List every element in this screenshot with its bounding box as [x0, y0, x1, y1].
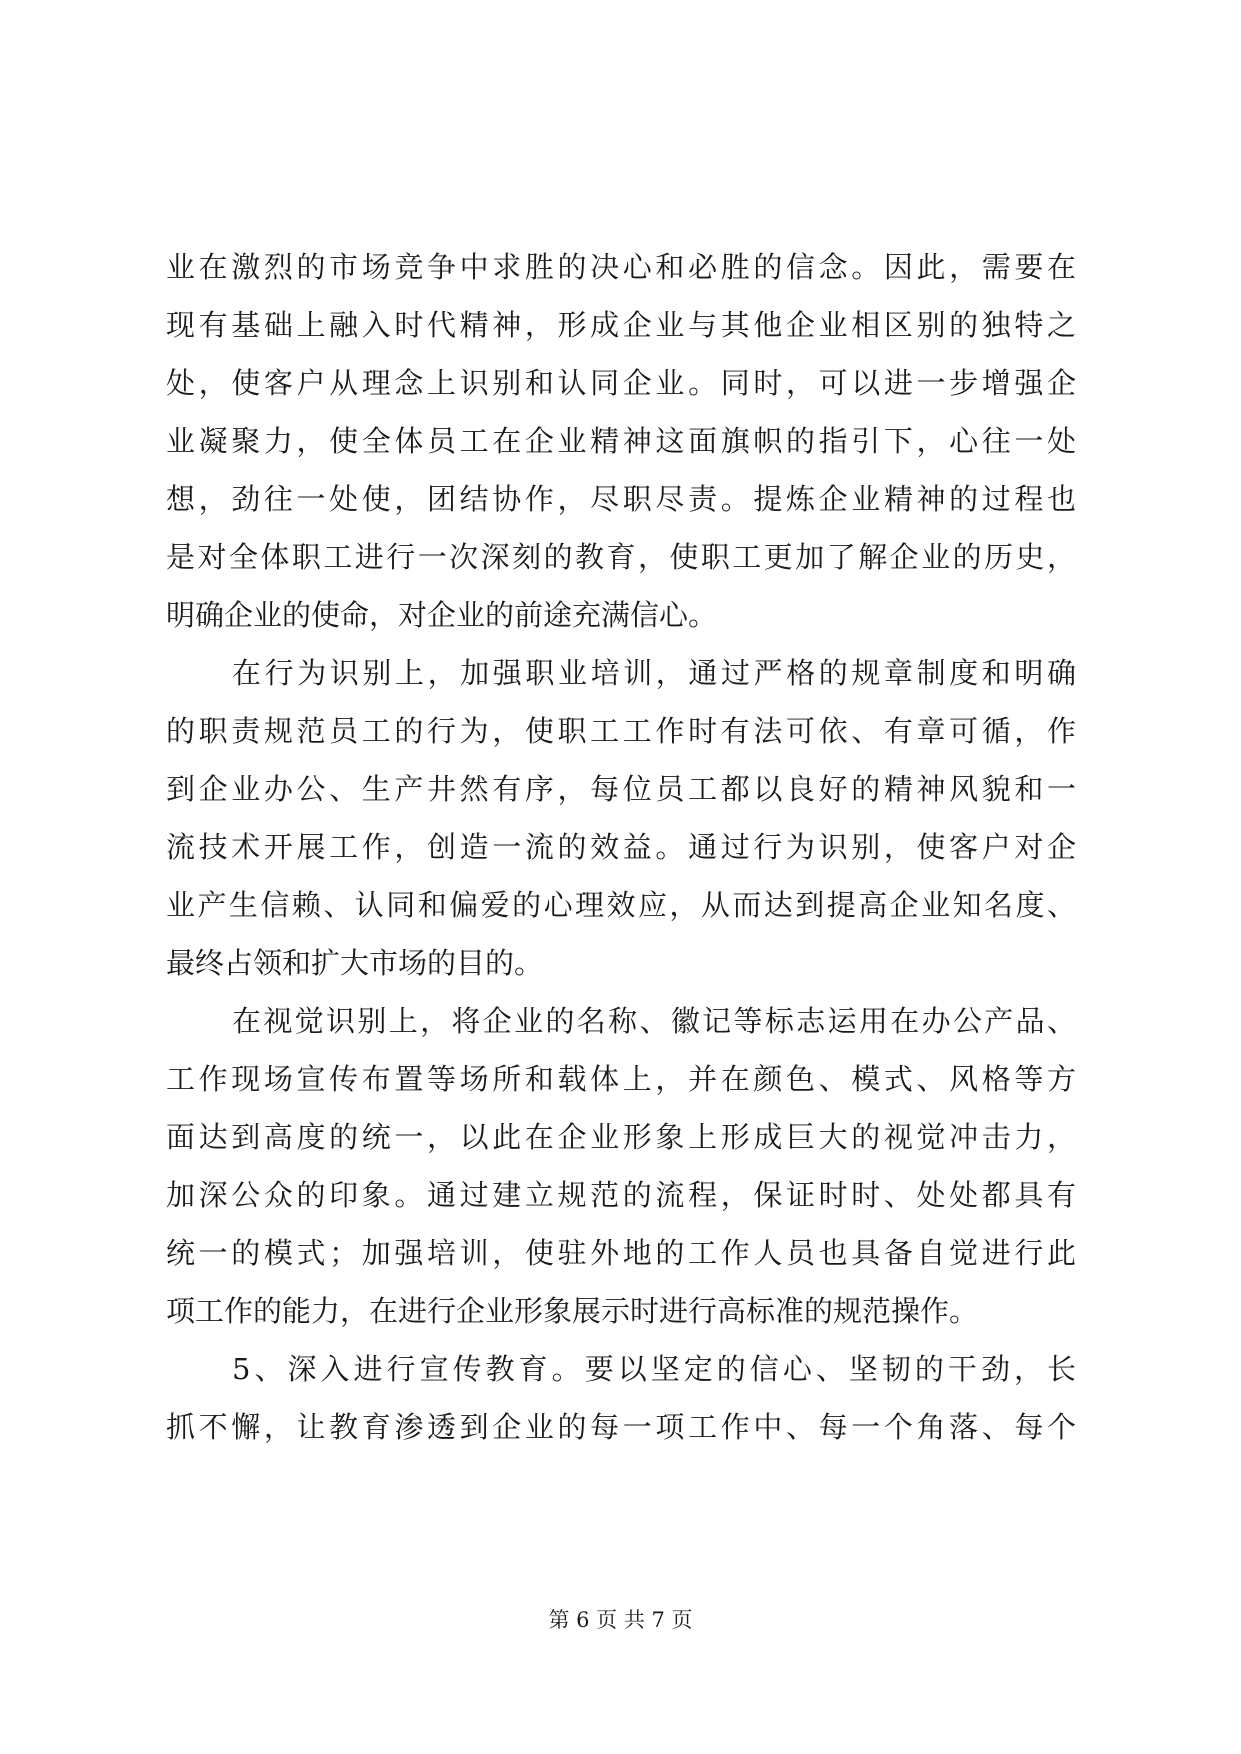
text-line: 工作现场宣传布置等场所和载体上，并在颜色、模式、风格等方	[166, 1062, 1076, 1096]
paragraph-first-line: 在视觉识别上，将企业的名称、徽记等标志运用在办公产品、	[232, 1004, 1076, 1038]
text-line: 面达到高度的统一，以此在企业形象上形成巨大的视觉冲击力，	[166, 1120, 1076, 1154]
text-line: 明确企业的使命，对企业的前途充满信心。	[166, 598, 718, 632]
text-line: 现有基础上融入时代精神，形成企业与其他企业相区别的独特之	[166, 308, 1076, 342]
text-line: 处，使客户从理念上识别和认同企业。同时，可以进一步增强企	[166, 366, 1076, 400]
text-line: 加深公众的印象。通过建立规范的流程，保证时时、处处都具有	[166, 1178, 1076, 1212]
text-line: 想，劲往一处使，团结协作，尽职尽责。提炼企业精神的过程也	[166, 482, 1076, 516]
paragraph-first-line: 在行为识别上，加强职业培训，通过严格的规章制度和明确	[232, 656, 1076, 690]
page-footer	[0, 1604, 1241, 1634]
text-line: 到企业办公、生产井然有序，每位员工都以良好的精神风貌和一	[166, 772, 1076, 806]
body-text	[166, 238, 1076, 1456]
text-line: 流技术开展工作，创造一流的效益。通过行为识别，使客户对企	[166, 830, 1076, 864]
paragraph-first-line: 5、深入进行宣传教育。要以坚定的信心、坚韧的干劲，长	[232, 1352, 1076, 1386]
text-line: 业在激烈的市场竞争中求胜的决心和必胜的信念。因此，需要在	[166, 250, 1076, 284]
text-line: 是对全体职工进行一次深刻的教育，使职工更加了解企业的历史，	[166, 540, 1076, 574]
text-line: 最终占领和扩大市场的目的。	[166, 946, 544, 980]
text-line: 业凝聚力，使全体员工在企业精神这面旗帜的指引下，心往一处	[166, 424, 1076, 458]
text-line: 业产生信赖、认同和偏爱的心理效应，从而达到提高企业知名度、	[166, 888, 1076, 922]
text-line: 抓不懈，让教育渗透到企业的每一项工作中、每一个角落、每个	[166, 1410, 1076, 1444]
page-number-label: 第 6 页 共 7 页	[548, 1608, 693, 1632]
text-line: 统一的模式；加强培训，使驻外地的工作人员也具备自觉进行此	[166, 1236, 1076, 1270]
text-line: 的职责规范员工的行为，使职工工作时有法可依、有章可循，作	[166, 714, 1076, 748]
text-line: 项工作的能力，在进行企业形象展示时进行高标准的规范操作。	[166, 1294, 979, 1328]
